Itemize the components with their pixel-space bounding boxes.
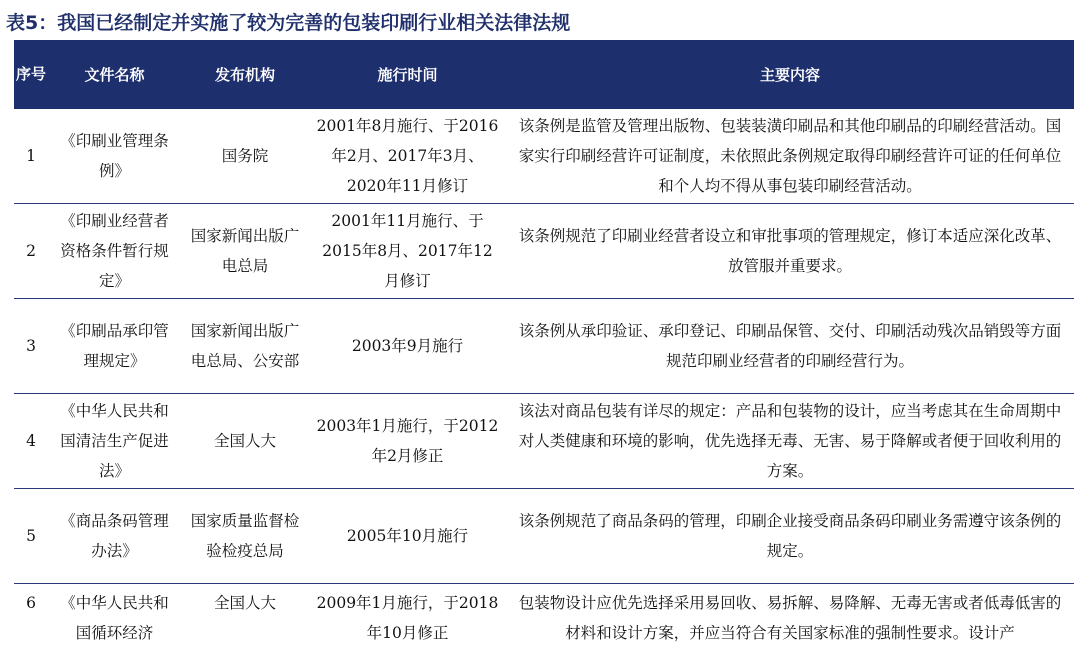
regulations-table <box>14 40 1074 648</box>
table-header-row <box>14 40 1074 109</box>
table-row <box>14 394 1074 489</box>
row-time: 2003年1月施行，于2012年2月修正 <box>309 394 506 489</box>
row-seq: 6 <box>14 584 48 648</box>
row-name: 《中华人民共和国循环经济 <box>48 584 181 648</box>
row-name: 《商品条码管理办法》 <box>48 489 181 584</box>
row-time: 2001年8月施行、于2016年2月、2017年3月、2020年11月修订 <box>309 109 506 204</box>
table-row <box>14 204 1074 299</box>
table-row <box>14 584 1074 648</box>
row-issuer: 国家新闻出版广电总局 <box>181 204 309 299</box>
header-content: 主要内容 <box>506 40 1074 109</box>
row-issuer: 全国人大 <box>181 394 309 489</box>
table-row <box>14 299 1074 394</box>
row-seq: 2 <box>14 204 48 299</box>
row-name: 《印刷品承印管理规定》 <box>48 299 181 394</box>
table-row <box>14 489 1074 584</box>
row-issuer: 全国人大 <box>181 584 309 648</box>
row-time: 2005年10月施行 <box>309 489 506 584</box>
row-content: 该条例规范了商品条码的管理，印刷企业接受商品条码印刷业务需遵守该条例的规定。 <box>506 489 1074 584</box>
row-content: 包装物设计应优先选择采用易回收、易拆解、易降解、无毒无害或者低毒低害的材料和设计方案，并应当符合有关国家标准的强制性要求。设计产 <box>506 584 1074 648</box>
header-name: 文件名称 <box>48 40 181 109</box>
row-content: 该条例规范了印刷业经营者设立和审批事项的管理规定，修订本适应深化改革、放管服并重要求。 <box>506 204 1074 299</box>
row-content: 该法对商品包装有详尽的规定：产品和包装物的设计，应当考虑其在生命周期中对人类健康和环境的影响，优先选择无毒、无害、易于降解或者便于回收利用的方案。 <box>506 394 1074 489</box>
header-time: 施行时间 <box>309 40 506 109</box>
row-seq: 3 <box>14 299 48 394</box>
row-issuer: 国务院 <box>181 109 309 204</box>
row-time: 2001年11月施行、于2015年8月、2017年12月修订 <box>309 204 506 299</box>
row-content: 该条例从承印验证、承印登记、印刷品保管、交付、印刷活动残次品销毁等方面规范印刷业经营者的印刷经营行为。 <box>506 299 1074 394</box>
row-seq: 5 <box>14 489 48 584</box>
row-issuer: 国家新闻出版广电总局、公安部 <box>181 299 309 394</box>
header-issuer: 发布机构 <box>181 40 309 109</box>
row-time: 2003年9月施行 <box>309 299 506 394</box>
row-content: 该条例是监管及管理出版物、包装装潢印刷品和其他印刷品的印刷经营活动。国家实行印刷经营许可证制度，未依照此条例规定取得印刷经营许可证的任何单位和个人均不得从事包装印刷经营活动。 <box>506 109 1074 204</box>
row-issuer: 国家质量监督检验检疫总局 <box>181 489 309 584</box>
row-seq: 4 <box>14 394 48 489</box>
row-time: 2009年1月施行，于2018年10月修正 <box>309 584 506 648</box>
table-row <box>14 109 1074 204</box>
table-title: 表5：我国已经制定并实施了较为完善的包装印刷行业相关法律法规 <box>6 8 570 38</box>
header-seq: 序号 <box>14 40 48 109</box>
row-name: 《中华人民共和国清洁生产促进法》 <box>48 394 181 489</box>
row-seq: 1 <box>14 109 48 204</box>
row-name: 《印刷业管理条例》 <box>48 109 181 204</box>
row-name: 《印刷业经营者资格条件暂行规定》 <box>48 204 181 299</box>
